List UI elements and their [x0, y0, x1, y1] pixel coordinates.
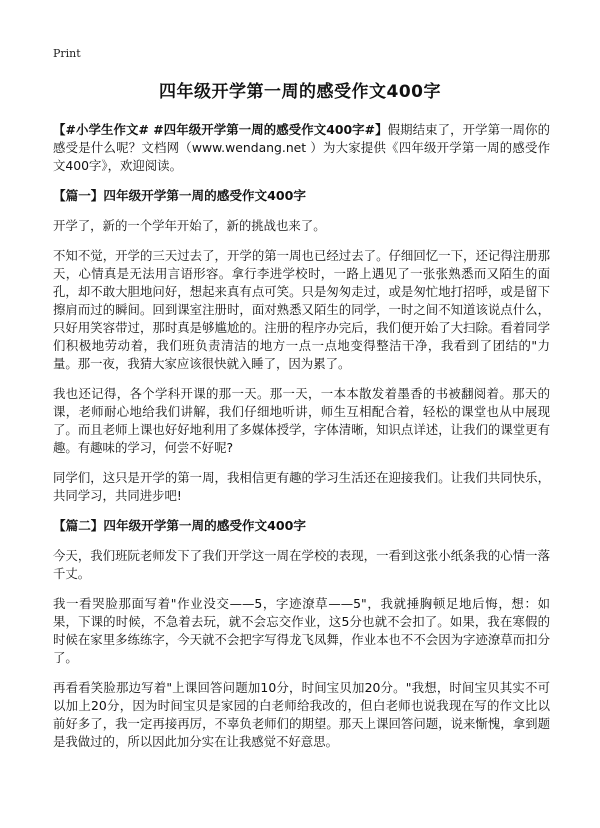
page-title: 四年级开学第一周的感受作文400字	[159, 82, 441, 102]
section-2-paragraph: 我一看哭脸那面写着"作业没交——5，字迹潦草——5"，我就捶胸顿足地后悔，想：如果，下课的时候，不急着去玩，就不会忘交作业，这5分也就不会扣了。如果，我在寒假的时候在家里多练练字，今天就不会把字写得龙飞凤舞，作业本也不不会因为字迹潦草而扣分了。	[53, 596, 550, 665]
print-link[interactable]: Print	[53, 47, 81, 60]
intro-text: 假期结束了，开学第一周你的感受是什么呢？文档网（www.wendang.net ）为大家提供《四年级开学第一周的感受作文400字》，欢迎阅读。	[53, 122, 550, 173]
section-heading-1: 【篇一】四年级开学第一周的感受作文400字	[53, 188, 306, 203]
section-heading-2: 【篇二】四年级开学第一周的感受作文400字	[53, 518, 306, 533]
section-2-paragraph: 今天，我们班阮老师发下了我们开学这一周在学校的表现，一看到这张小纸条我的心情一落千丈。	[53, 548, 550, 581]
section-1-paragraph: 我也还记得，各个学科开课的那一天。那一天，一本本散发着墨香的书被翻阅着。那天的课，老师耐心地给我们讲解，我们仔细地听讲，师生互相配合着，轻松的课堂也从中展现了。而且老师上课也好好地利用了多媒体授学，字体清晰，知识点详述，让我们的课堂更有趣。有趣味的学习，何尝不好呢?	[53, 386, 550, 455]
section-1-paragraph: 不知不觉，开学的三天过去了，开学的第一周也已经过去了。仔细回忆一下，还记得注册那天，心情真是无法用言语形容。拿行李进学校时，一路上遇见了一张张熟悉而又陌生的面孔，却不敢大胆地问好，想起来真有点可笑。只是匆匆走过，或是匆忙地打招呼，或是留下擦肩而过的瞬间。回到课室注册时，面对熟悉又陌生的同学，一时之间不知道该说点什么，只好用笑容带过，那时真是够尴尬的。注册的程序办完后，我们便开始了大扫除。看着同学们积极地劳动着，我们班负责清洁的地方一点一点地变得整洁干净，我看到了团结的"力量。那一夜，我猜大家应该很快就入睡了，因为累了。	[53, 248, 550, 371]
section-2-paragraph: 再看看笑脸那边写着"上课回答问题加10分，时间宝贝加20分。"我想，时间宝贝其实不可以加上20分，因为时间宝贝是家园的白老师给我改的，但白老师也说我现在写的作文比以前好多了，我一定再接再厉，不辜负老师们的期望。那天上课回答问题，说来惭愧，拿到题是我做过的，所以因此加分实在让我感觉不好意思。	[53, 680, 550, 749]
article-body	[53, 121, 550, 763]
section-1-paragraph: 同学们，这只是开学的第一周，我相信更有趣的学习生活还在迎接我们。让我们共同快乐，共同学习，共同进步吧!	[53, 470, 550, 503]
intro-paragraph	[53, 121, 550, 175]
section-1-paragraph: 开学了，新的一个学年开始了，新的挑战也来了。	[53, 218, 326, 233]
intro-tag: 【#小学生作文# #四年级开学第一周的感受作文400字#】	[53, 122, 388, 137]
